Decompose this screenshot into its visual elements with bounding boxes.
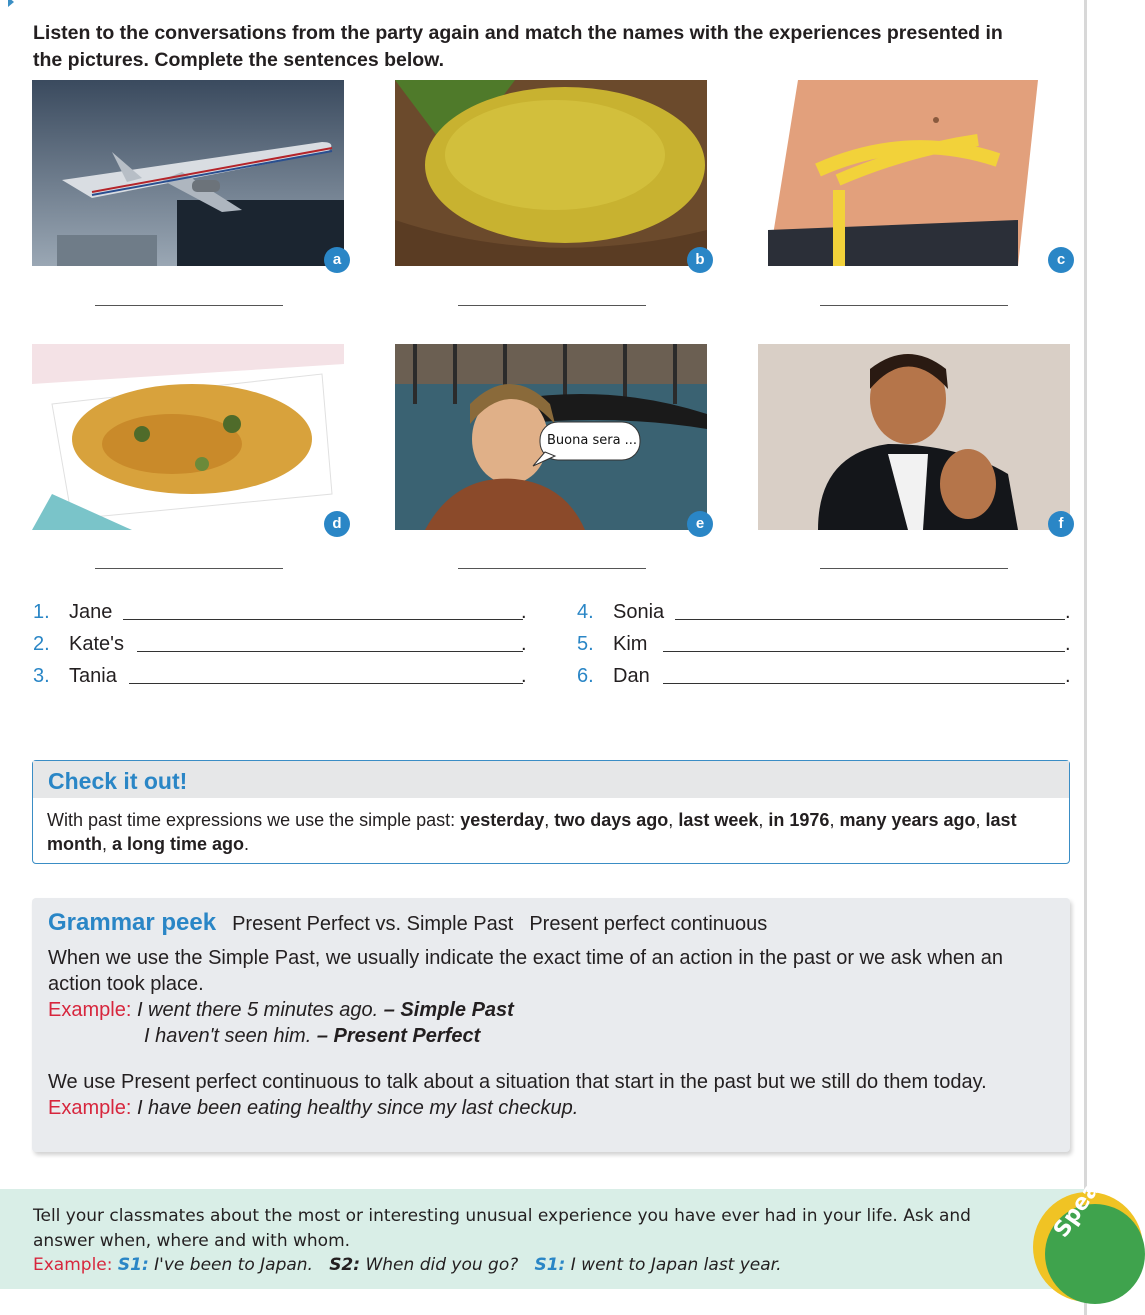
time-expression: a long time ago [112, 834, 245, 854]
speak-badge-label: Speak [1049, 1165, 1114, 1243]
grammar-example-1 [48, 997, 1054, 1023]
picture-a-airplane [32, 80, 344, 266]
sentence-number: 4. [577, 601, 594, 623]
sentence-blank[interactable] [129, 683, 523, 684]
picture-b-jackfruit [395, 80, 707, 266]
speak-example [33, 1253, 1023, 1278]
grammar-example-3 [48, 1095, 1054, 1121]
sentence-name: Jane [69, 601, 113, 623]
grammar-peek-title: Grammar peek [48, 909, 217, 936]
check-it-out-title: Check it out! [33, 761, 1069, 798]
time-expression: two days ago [554, 810, 669, 830]
picture-e-venice [395, 344, 707, 530]
grammar-example-2 [48, 1023, 1054, 1049]
sentence-blank[interactable] [123, 619, 523, 620]
badge-f: f [1048, 511, 1074, 537]
grammar-header [48, 910, 1054, 937]
sentence-number: 6. [577, 665, 594, 687]
example-tense: – Simple Past [383, 999, 514, 1021]
sentence-number: 3. [33, 665, 50, 687]
sentence-name: Tania [69, 665, 117, 687]
check-it-out-body [33, 798, 1069, 856]
sentence-2: 2. Kate's . [33, 633, 527, 655]
answer-line-e[interactable] [458, 568, 646, 569]
sentence-number: 1. [33, 601, 50, 623]
separator: , [975, 810, 986, 830]
speak-activity [33, 1204, 1023, 1278]
grammar-topic-1: Present Perfect vs. Simple Past [232, 913, 514, 935]
sentence-6: 6. Dan . [577, 665, 1071, 687]
answer-line-c[interactable] [820, 305, 1008, 306]
separator: , [829, 810, 840, 830]
sentence-blank[interactable] [137, 651, 523, 652]
time-expression: last week [678, 810, 759, 830]
answer-line-b[interactable] [458, 305, 646, 306]
page-edge [1084, 0, 1087, 1315]
separator: , [101, 834, 112, 854]
answer-line-a[interactable] [95, 305, 283, 306]
sentence-5: 5. Kim . [577, 633, 1071, 655]
example-label: Example: [48, 1097, 132, 1119]
example-tense: – Present Perfect [316, 1025, 481, 1047]
badge-d: d [324, 511, 350, 537]
grammar-peek-box [32, 898, 1070, 1152]
sentence-blank[interactable] [663, 651, 1065, 652]
badge-e: e [687, 511, 713, 537]
speak-up-badge-icon [1033, 1165, 1143, 1302]
triangle-bullet-icon [8, 0, 14, 7]
example-text: I went there 5 minutes ago. [136, 999, 379, 1021]
sentence-blank[interactable] [675, 619, 1065, 620]
sentence-blank[interactable] [663, 683, 1065, 684]
badge-b: b [687, 247, 713, 273]
sentence-name: Kate's [69, 633, 124, 655]
sentence-4: 4. Sonia . [577, 601, 1071, 623]
answer-line-f[interactable] [820, 568, 1008, 569]
speaker-label: S1: [117, 1255, 149, 1275]
example-text: I haven't seen him. [144, 1025, 312, 1047]
check-it-out-box [32, 760, 1070, 864]
sentence-1: 1. Jane . [33, 601, 527, 623]
grammar-paragraph-2: We use Present perfect continuous to talk about a situation that start in the past but we still do them today. [48, 1071, 987, 1093]
sentence-name: Dan [613, 665, 650, 687]
speak-instructions: Tell your classmates about the most or interesting unusual experience you have ever had in your life. Ask and answer when, where and with whom. [33, 1206, 971, 1251]
picture-f-singer [758, 344, 1070, 530]
speech-bubble-text: Buona sera ... [547, 433, 638, 448]
check-intro: With past time expressions we use the simple past: [47, 810, 461, 830]
section-header-fragment [0, 0, 1087, 6]
speaker-label: S2: [329, 1255, 361, 1275]
time-expression: many years ago [839, 810, 976, 830]
badge-a: a [324, 247, 350, 273]
speaker-label: S1: [534, 1255, 566, 1275]
sentence-3: 3. Tania . [33, 665, 527, 687]
time-expression: in 1976 [768, 810, 830, 830]
sentence-number: 2. [33, 633, 50, 655]
separator: , [758, 810, 769, 830]
picture-c-waist [758, 80, 1070, 266]
separator: . [244, 834, 250, 854]
grammar-topic-2: Present perfect continuous [529, 913, 768, 935]
badge-c: c [1048, 247, 1074, 273]
speaker-line: I went to Japan last year. [570, 1255, 782, 1275]
time-expression: yesterday [460, 810, 545, 830]
exercise-instructions: Listen to the conversations from the party again and match the names with the experiences presented in the pictures. Complete the sentences below. [33, 22, 1003, 71]
answer-line-d[interactable] [95, 568, 283, 569]
example-label: Example: [33, 1255, 113, 1275]
sentence-number: 5. [577, 633, 594, 655]
picture-d-noodles [32, 344, 344, 530]
sentence-name: Sonia [613, 601, 665, 623]
separator: , [668, 810, 679, 830]
example-text: I have been eating healthy since my last checkup. [136, 1097, 579, 1119]
separator: , [544, 810, 555, 830]
speaker-line: I've been to Japan. [154, 1255, 313, 1275]
speaker-line: When did you go? [365, 1255, 519, 1275]
sentence-name: Kim [613, 633, 648, 655]
time-expression: last month [47, 810, 1017, 854]
example-label: Example: [48, 999, 132, 1021]
grammar-paragraph-1: When we use the Simple Past, we usually indicate the exact time of an action in the past or we ask when an action took place. [48, 947, 1003, 995]
